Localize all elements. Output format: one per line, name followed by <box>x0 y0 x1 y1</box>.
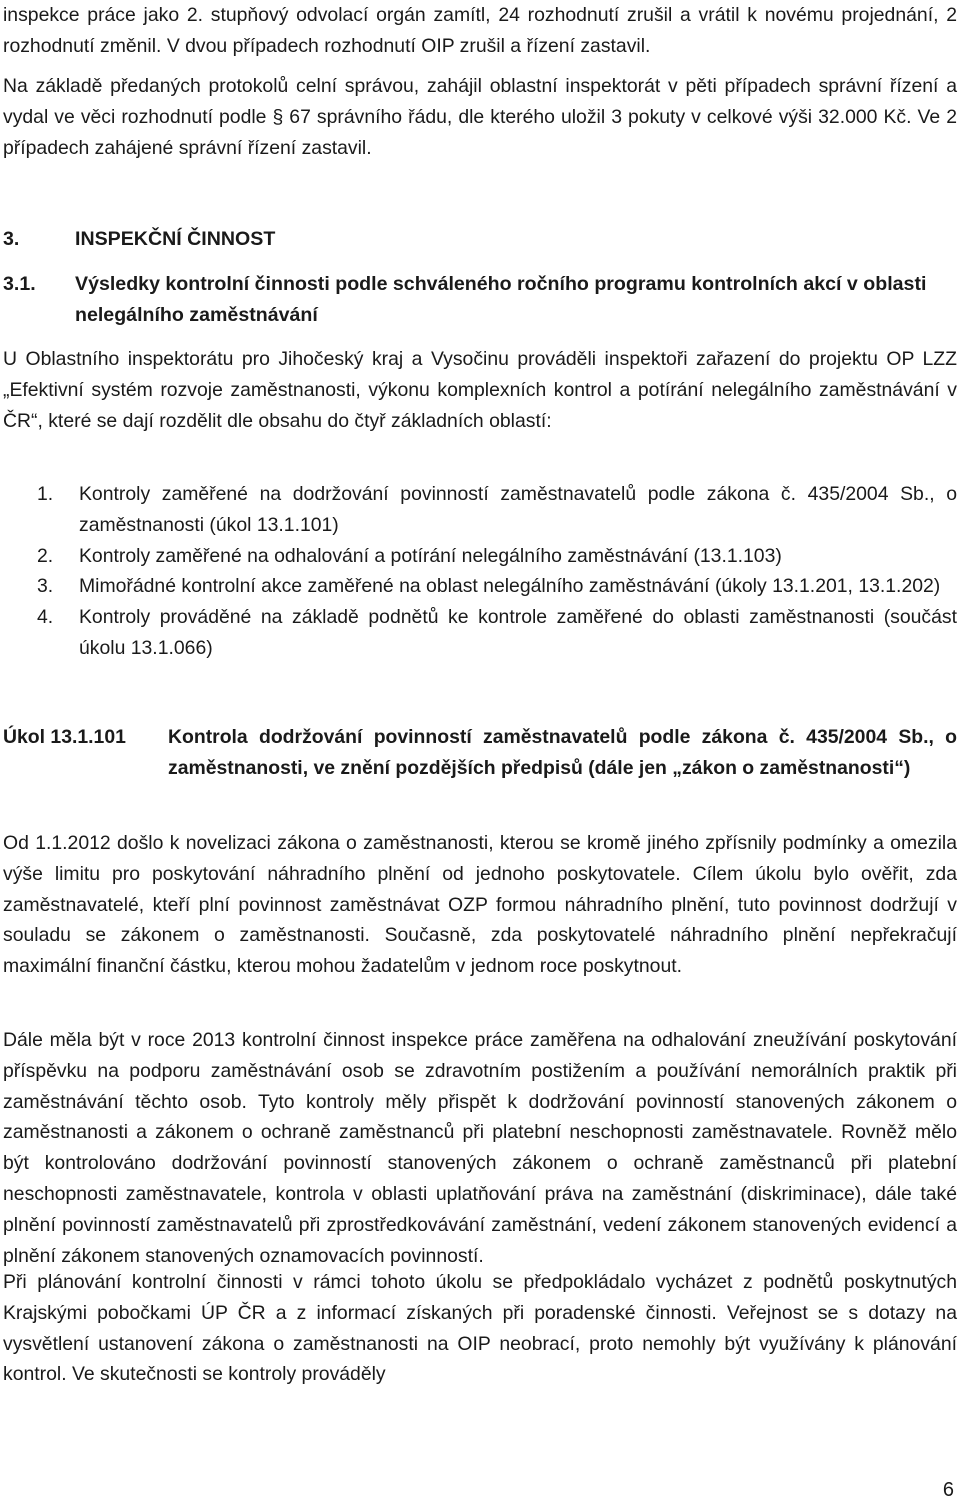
section-title: INSPEKČNÍ ČINNOST <box>75 228 276 250</box>
section-number: 3. <box>3 228 20 250</box>
control-areas-list <box>37 479 957 664</box>
subsection-title: Výsledky kontrolní činnosti podle schváleného ročního programu kontrolních akcí v oblasti nelegálního zaměstnávání <box>75 273 927 326</box>
subsection-heading <box>3 269 957 331</box>
paragraph-customs-protocols: Na základě předaných protokolů celní správou, zahájil oblastní inspektorát v pěti případech správní řízení a vydal ve věci rozhodnutí podle § 67 správního řádu, dle kterého uložil 3 pokuty v celkové výši 32.000 Kč. Ve 2 případech zahájené správní řízení zastavil. <box>3 75 957 159</box>
subsection-number: 3.1. <box>3 273 36 295</box>
task-title: Kontrola dodržování povinností zaměstnavatelů podle zákona č. 435/2004 Sb., o zaměstnanosti, ve znění pozdějších předpisů (dále jen „zákon o zaměstnanosti“) <box>168 726 957 779</box>
list-item: 1. Kontroly zaměřené na dodržování povinností zaměstnavatelů podle zákona č. 435/2004 Sb., o zaměstnanosti (úkol 13.1.101) <box>37 483 957 536</box>
paragraph-project-intro: U Oblastního inspektorátu pro Jihočeský kraj a Vysočinu prováděli inspektoři zařazení do projektu OP LZZ „Efektivní systém rozvoje zaměstnanosti, výkonu komplexních kontrol a potírání nelegálního zaměstnávání v ČR“, které se dají rozdělit dle obsahu do čtyř základních oblastí: <box>3 348 957 432</box>
paragraph-appeals: inspekce práce jako 2. stupňový odvolací orgán zamítl, 24 rozhodnutí zrušil a vrátil k novému projednání, 2 rozhodnutí změnil. V dvou případech rozhodnutí OIP zrušil a řízení zastavil. <box>3 4 957 57</box>
paragraph-abuse-checks: Dále měla být v roce 2013 kontrolní činnost inspekce práce zaměřena na odhalování zneužívání poskytování příspěvku na podporu zaměstnávání osob se zdravotním postižením a používání nemorálních praktik při zaměstnávání těchto osob. Tyto kontroly měly přispět k dodržování povinností stanovených zákonem o zaměstnanosti a zákonem o ochraně zaměstnanců při platební neschopnosti zaměstnavatele. Rovněž mělo být kontrolováno dodržování povinností stanovených zákonem o ochraně zaměstnanců při platební neschopnosti zaměstnavatele, kontrola v oblasti uplatňování práva na zaměstnání (diskriminace), dále také plnění povinností zaměstnavatelů při zprostředkovávání zaměstnání, vedení zákonem stanovených evidencí a plnění zákonem stanovených oznamovacích povinností. <box>3 1029 957 1267</box>
section-heading <box>3 224 957 255</box>
task-heading <box>3 722 957 784</box>
list-item: 2. Kontroly zaměřené na odhalování a potírání nelegálního zaměstnávání (13.1.103) <box>37 544 782 567</box>
list-item: 4. Kontroly prováděné na základě podnětů ke kontrole zaměřené do oblasti zaměstnanosti (součást úkolu 13.1.066) <box>37 606 957 659</box>
paragraph-amendment: Od 1.1.2012 došlo k novelizaci zákona o zaměstnanosti, kterou se kromě jiného zpřísnily podmínky a omezila výše limitu pro poskytování náhradního plnění od jednoho poskytovatele. Cílem úkolu bylo ověřit, zda zaměstnavatelé, kteří plní povinnost zaměstnávat OZP formou náhradního plnění, tuto povinnost dodržují v souladu se zákonem o zaměstnanosti. Současně, zda poskytovatelé náhradního plnění nepřekračují maximální finanční částku, kterou mohou žadatelům v jednom roce poskytnout. <box>3 832 957 978</box>
list-item: 3. Mimořádné kontrolní akce zaměřené na oblast nelegálního zaměstnávání (úkoly 13.1.201, 13.1.202) <box>37 575 941 598</box>
paragraph-planning: Při plánování kontrolní činnosti v rámci tohoto úkolu se předpokládalo vycházet z podnětů poskytnutých Krajskými pobočkami ÚP ČR a z informací získaných při poradenské činnosti. Veřejnost se s dotazy na vysvětlení ustanovení zákona o zaměstnanosti na OIP neobrací, proto nemohly být využívány k plánování kontrol. Ve skutečnosti se kontroly prováděly <box>3 1271 957 1386</box>
page-number: 6 <box>942 1479 954 1501</box>
task-number: Úkol 13.1.101 <box>3 726 126 748</box>
